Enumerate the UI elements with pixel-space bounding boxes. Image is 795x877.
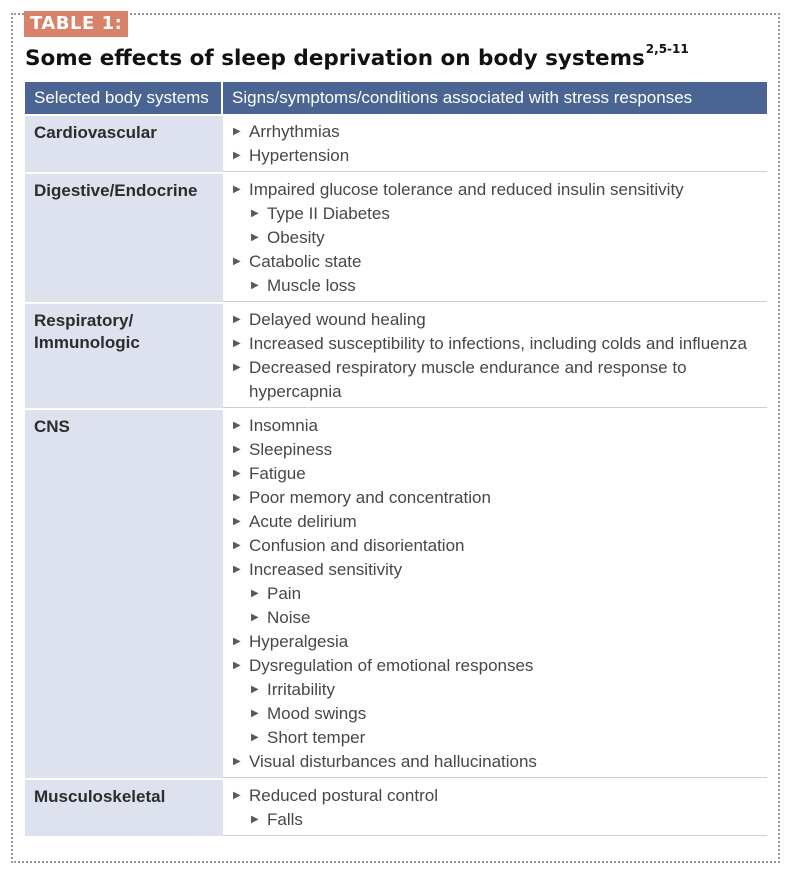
- table-body: [25, 114, 767, 836]
- table-header: [25, 82, 767, 114]
- header-signs-symptoms: Signs/symptoms/conditions associated with stress responses: [232, 88, 693, 107]
- symptom-item: ▶ Hypertension: [233, 144, 767, 168]
- symptom-item: ▶ Increased susceptibility to infections, including colds and influenza: [233, 332, 767, 356]
- symptom-item: ▶ Catabolic state: [233, 250, 767, 274]
- symptoms-cell: [223, 304, 767, 408]
- body-system-cell: [25, 410, 223, 778]
- symptom-item: ▶ Arrhythmias: [233, 120, 767, 144]
- body-system-label: Cardiovascular: [34, 123, 157, 142]
- symptom-item: ▶ Sleepiness: [233, 438, 767, 462]
- body-system-cell: [25, 780, 223, 836]
- body-system-cell: [25, 174, 223, 302]
- effects-table: [25, 82, 767, 836]
- symptom-item: ▶ Increased sensitivity: [233, 558, 767, 582]
- title-references: 2,5-11: [645, 42, 689, 56]
- symptom-item: ▶ Confusion and disorientation: [233, 534, 767, 558]
- symptom-item: ▶ Poor memory and concentration: [233, 486, 767, 510]
- sub-symptom-item: ▶ Irritability: [251, 678, 767, 702]
- symptom-item: ▶ Dysregulation of emotional responses: [233, 654, 767, 678]
- table-row: [25, 302, 767, 408]
- sub-symptom-item: ▶ Type II Diabetes: [251, 202, 767, 226]
- symptom-item: ▶ Reduced postural control: [233, 784, 767, 808]
- table-title-text: Some effects of sleep deprivation on body systems: [25, 46, 645, 71]
- body-system-cell: [25, 116, 223, 172]
- header-body-systems: Selected body systems: [25, 82, 223, 114]
- symptom-item: ▶ Visual disturbances and hallucinations: [233, 750, 767, 774]
- symptom-item: ▶ Impaired glucose tolerance and reduced insulin sensitivity: [233, 178, 767, 202]
- symptom-item: ▶ Fatigue: [233, 462, 767, 486]
- sub-symptom-item: ▶ Obesity: [251, 226, 767, 250]
- sub-symptom-item: ▶ Muscle loss: [251, 274, 767, 298]
- sub-symptom-item: ▶ Falls: [251, 808, 767, 832]
- symptom-item: ▶ Delayed wound healing: [233, 308, 767, 332]
- table-title: [25, 42, 689, 71]
- sub-symptom-item: ▶ Noise: [251, 606, 767, 630]
- symptoms-cell: [223, 174, 767, 302]
- sub-symptom-item: ▶ Mood swings: [251, 702, 767, 726]
- symptom-item: ▶ Acute delirium: [233, 510, 767, 534]
- body-system-label: Digestive/Endocrine: [34, 181, 198, 200]
- symptom-item: ▶ Hyperalgesia: [233, 630, 767, 654]
- body-system-label: Respiratory/: [34, 311, 134, 330]
- symptoms-cell: [223, 410, 767, 778]
- table-tag: TABLE 1:: [24, 11, 128, 37]
- body-system-label: Musculoskeletal: [34, 787, 166, 806]
- body-system-cell: [25, 304, 223, 408]
- symptom-item: ▶ Insomnia: [233, 414, 767, 438]
- body-system-label: CNS: [34, 417, 70, 436]
- table-row: [25, 408, 767, 778]
- table-row: [25, 778, 767, 836]
- body-system-label: Immunologic: [34, 333, 140, 352]
- sub-symptom-item: ▶ Short temper: [251, 726, 767, 750]
- sub-symptom-item: ▶ Pain: [251, 582, 767, 606]
- table-row: [25, 172, 767, 302]
- table-row: [25, 114, 767, 172]
- symptom-item: ▶ Decreased respiratory muscle endurance and response to hypercapnia: [233, 356, 767, 404]
- symptoms-cell: [223, 780, 767, 836]
- symptoms-cell: [223, 116, 767, 172]
